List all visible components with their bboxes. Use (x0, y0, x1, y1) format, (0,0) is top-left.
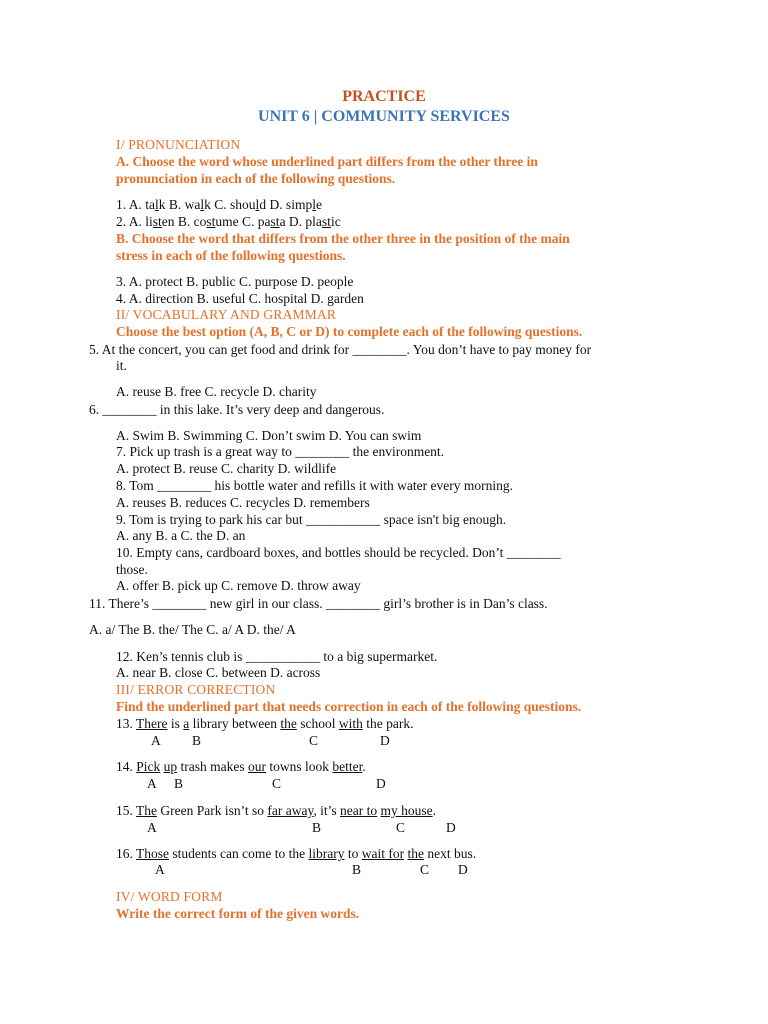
question-6-options: A. Swim B. Swimming C. Don’t swim D. You can swim (116, 428, 422, 443)
question-4: 4. A. direction B. useful C. hospital D. garden (116, 291, 364, 306)
instruction-a-line2: pronunciation in each of the following questions. (116, 171, 396, 186)
section-heading-vocabulary: II/ VOCABULARY AND GRAMMAR (116, 307, 337, 322)
instruction-error-correction: Find the underlined part that needs correction in each of the following questions. (116, 699, 582, 714)
question-10: 10. Empty cans, cardboard boxes, and bottles should be recycled. Don’t ________ (116, 545, 561, 560)
question-11: 11. There’s ________ new girl in our class. ________ girl’s brother is in Dan’s class. (89, 596, 548, 611)
instruction-b-line1: B. Choose the word that differs from the other three in the position of the main (116, 231, 570, 246)
question-5-cont: it. (116, 358, 127, 373)
section-heading-pronunciation: I/ PRONUNCIATION (116, 137, 241, 152)
section-heading-word-form: IV/ WORD FORM (116, 889, 223, 904)
question-14: 14. Pick up trash makes our towns look better. (116, 759, 366, 774)
question-8-options: A. reuses B. reduces C. recycles D. remembers (116, 495, 370, 510)
question-8: 8. Tom ________ his bottle water and refills it with water every morning. (116, 478, 513, 493)
instruction-b-line2: stress in each of the following questions. (116, 248, 346, 263)
question-2: 2. A. listen B. costume C. pasta D. plastic (116, 214, 341, 229)
question-15: 15. The Green Park isn’t so far away, it’s near to my house. (116, 803, 436, 818)
question-3: 3. A. protect B. public C. purpose D. people (116, 274, 354, 289)
question-12: 12. Ken’s tennis club is ___________ to a big supermarket. (116, 649, 438, 664)
question-10-options: A. offer B. pick up C. remove D. throw away (116, 578, 361, 593)
unit-title: UNIT 6 | COMMUNITY SERVICES (258, 108, 510, 125)
question-7: 7. Pick up trash is a great way to ________ the environment. (116, 444, 445, 459)
question-10-cont: those. (116, 562, 148, 577)
question-13: 13. There is a library between the school with the park. (116, 716, 414, 731)
question-16: 16. Those students can come to the library to wait for the next bus. (116, 846, 477, 861)
instruction-a-line1: A. Choose the word whose underlined part differs from the other three in (116, 154, 538, 169)
question-9: 9. Tom is trying to park his car but ___________ space isn't big enough. (116, 512, 507, 527)
question-1: 1. A. talk B. walk C. should D. simple (116, 197, 322, 212)
question-12-options: A. near B. close C. between D. across (116, 665, 321, 680)
instruction-vocabulary: Choose the best option (A, B, C or D) to complete each of the following questions. (116, 324, 583, 339)
question-11-options: A. a/ The B. the/ The C. a/ A D. the/ A (89, 622, 296, 637)
question-5-options: A. reuse B. free C. recycle D. charity (116, 384, 317, 399)
title: PRACTICE (342, 88, 426, 105)
instruction-word-form: Write the correct form of the given words. (116, 906, 360, 921)
question-6: 6. ________ in this lake. It’s very deep and dangerous. (89, 402, 385, 417)
question-5: 5. At the concert, you can get food and drink for ________. You don’t have to pay money for (89, 342, 592, 357)
question-9-options: A. any B. a C. the D. an (116, 528, 246, 543)
section-heading-error-correction: III/ ERROR CORRECTION (116, 682, 276, 697)
question-7-options: A. protect B. reuse C. charity D. wildlife (116, 461, 337, 476)
